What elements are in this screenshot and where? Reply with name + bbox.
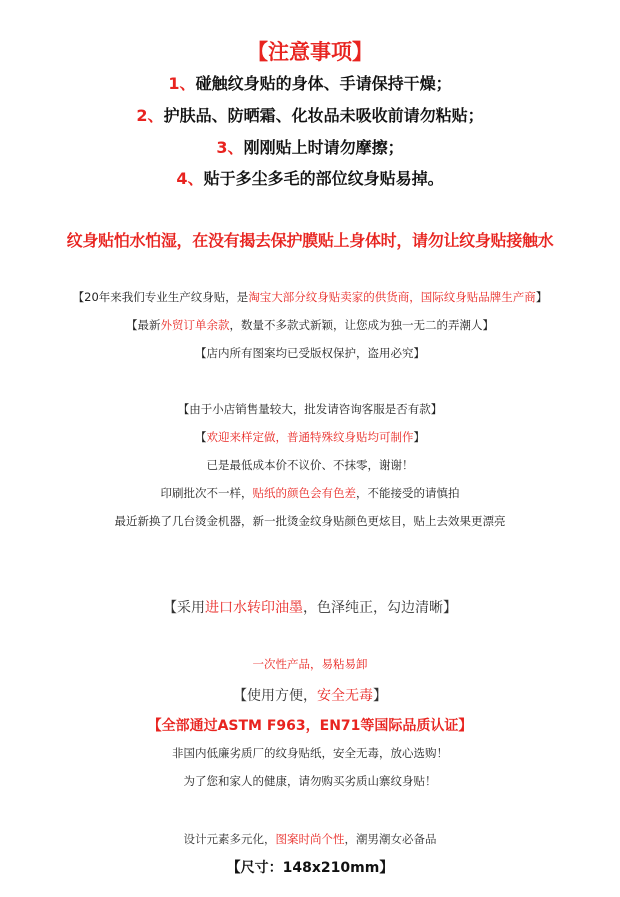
notice-item-1 [0,71,620,94]
info-line-color-diff [0,485,620,501]
info-text: 【最新 [126,318,161,332]
feature-highlight: 安全无毒 [317,688,373,704]
feature-line-disposable: 一次性产品，易粘易卸 [252,657,368,671]
info-text: ，不能接受的请慎拍 [356,486,460,500]
notice-number: 3、 [216,138,244,157]
info-line-gold-foil: 最近新换了几台烫金机器，新一批烫金纹身贴颜色更炫目，贴上去效果更漂亮 [114,514,506,528]
feature-text: 设计元素多元化， [183,832,276,846]
notice-number: 2、 [136,106,164,125]
feature-line-ink [0,597,620,617]
info-text: 印刷批次不一样， [160,486,253,500]
water-warning: 纹身贴怕水怕湿，在没有揭去保护膜贴上身体时，请勿让纹身贴接触水 [66,231,554,250]
info-line-wholesale: 【由于小店销售量较大，批发请咨询客服是否有款】 [177,402,443,416]
notice-title: 【注意事项】 [247,40,373,64]
feature-line-quality: 非国内低廉劣质厂的纹身贴纸，安全无毒，放心选购！ [172,746,448,760]
notice-text: 护肤品、防晒霜、化妆品未吸收前请勿粘贴； [163,106,484,125]
feature-line-health: 为了您和家人的健康，请勿购买劣质山寨纹身贴！ [183,774,437,788]
notice-number: 1、 [168,74,196,93]
feature-text: 【采用 [163,600,205,616]
notice-item-2 [0,103,620,126]
info-highlight: 欢迎来样定做，普通特殊纹身贴均可制作 [206,430,414,444]
info-line-price: 已是最低成本价不议价、不抹零，谢谢！ [206,458,414,472]
info-highlight: 淘宝大部分纹身贴卖家的供货商，国际纹身贴品牌生产商 [248,290,536,304]
notice-text: 碰触纹身贴的身体、手请保持干燥； [195,74,452,93]
info-highlight: 贴纸的颜色会有色差 [252,486,356,500]
feature-text: ，潮男潮女必备品 [344,832,437,846]
feature-line-design [0,831,620,847]
info-text: 】 [535,290,548,304]
feature-text: ，色泽纯正，勾边清晰】 [303,600,457,616]
info-highlight: 外贸订单余款 [160,318,230,332]
feature-highlight: 图案时尚个性 [275,832,345,846]
feature-text: 【使用方便， [233,688,317,704]
notice-text: 贴于多尘多毛的部位纹身贴易掉。 [203,169,444,188]
notice-item-4 [0,166,620,189]
feature-line-certification: 【全部通过ASTM F963，EN71等国际品质认证】 [147,718,473,734]
info-line-orders [0,317,620,333]
info-text: ，数量不多款式新颖，让您成为独一无二的弄潮人】 [229,318,494,332]
notice-text: 刚刚贴上时请勿摩擦； [243,138,404,157]
info-text: 【20年来我们专业生产纹身贴，是 [72,290,249,304]
notice-item-3 [0,135,620,158]
feature-text: 】 [373,688,387,704]
feature-highlight: 进口水转印油墨 [205,600,303,616]
notice-number: 4、 [176,169,204,188]
info-text: 】 [413,430,425,444]
info-line-copyright: 【店内所有图案均已受版权保护，盗用必究】 [195,346,425,360]
info-line-custom [0,429,620,445]
info-line-factory [0,289,620,305]
size-spec: 【尺寸：148x210mm】 [226,860,394,876]
feature-line-safe [0,685,620,705]
info-text: 【 [195,430,207,444]
